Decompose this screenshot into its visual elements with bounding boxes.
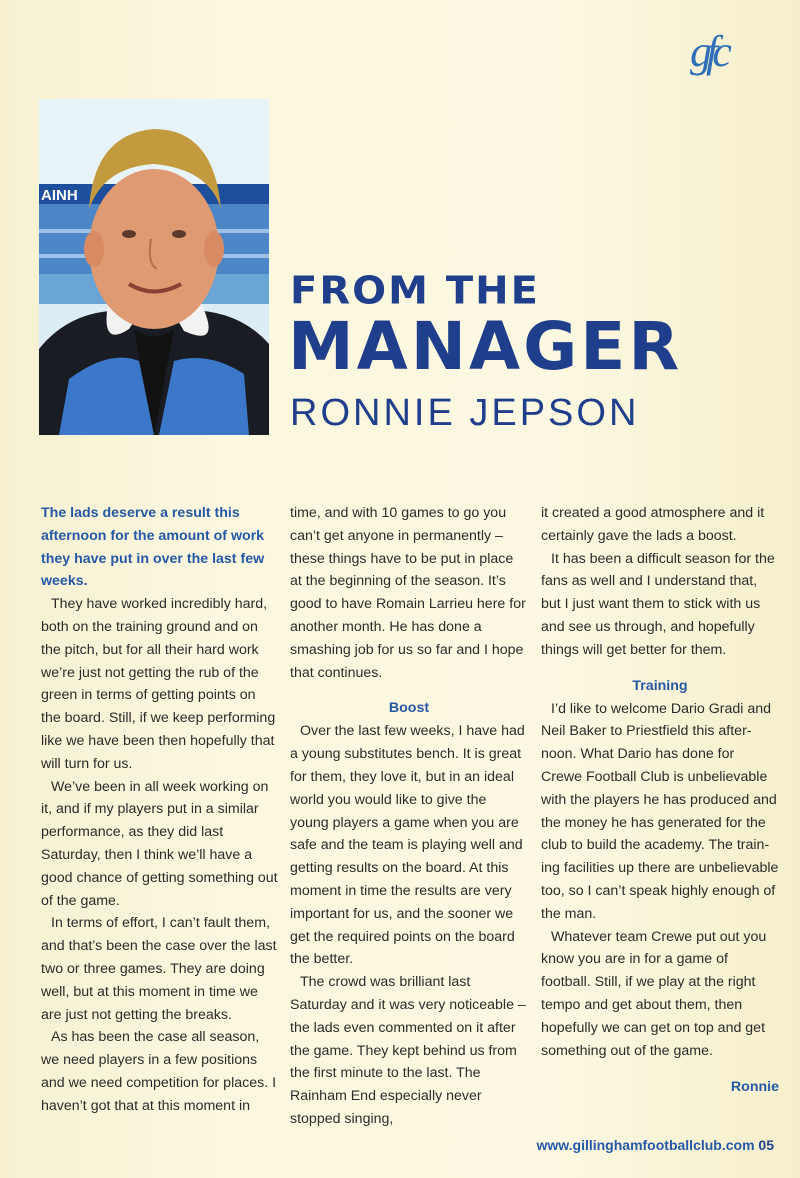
paragraph: Over the last few weeks, I have had a young substitutes bench. It is great for them, they love it, but in an ideal world you would like to give the young players a game when you are safe and the team is playing well and getting results on the board. At this moment in time the results are very important for us, and the sooner we get the required points on the board the better. [290,723,525,968]
footer-url[interactable]: www.gillinghamfootballclub.com [536,1137,755,1153]
stadium-sign: AINH [41,187,78,204]
paragraph: I’d like to welcome Dario Gradi and Neil Baker to Priestfield this afternoon. What Dario has done for Crewe Football Club is unbelievable with the players he has produced and the money he has generated for the club to build the academy. The training facilities up there are unbelievable too, so I can’t speak highly enough of the man. [541,700,779,922]
subhead-boost: Boost [388,700,430,717]
page-title-line2: MANAGER [288,308,683,385]
article-column-1 [41,502,279,1118]
club-logo: gfc [690,27,726,76]
paragraph: They have worked incredibly hard, both on the training ground and on the pitch, but for all their hard work we’re just not getting the rub of the green in terms of getting points on the board. Still, if we keep performing like we have been then hopefully that will turn for us. [41,596,276,772]
manager-portrait-icon [39,99,269,435]
subhead-training: Training [632,677,688,694]
paragraph: it created a good atmosphere and it certainly gave the lads a boost. [541,505,765,544]
article-column-2 [290,502,528,1131]
page-title-line1: FROM THE [290,269,540,313]
page-footer [536,1137,774,1153]
article-column-3 [541,502,779,1099]
paragraph: Whatever team Crewe put out you know you are in for a game of football. Still, if we play at the right tempo and get about them, then hopefully we can get on top and get something out of the game. [541,928,767,1059]
signoff: Ronnie [730,1079,779,1096]
paragraph: time, and with 10 games to go you can’t get anyone in permanently – these things have to be put in place at the beginning of the season. It’s good to have Romain Larrieu here for another month. He has done a smashing job for us so far and I hope that continues. [290,505,526,681]
page-number: 05 [758,1137,774,1153]
paragraph: The crowd was brilliant last Saturday and it was very noticeable – the lads even commented on it after the game. They kept behind us from the first minute to the last. The Rainham End especially never stopped singing, [290,974,526,1127]
manager-photo [39,99,269,435]
paragraph: We’ve been in all week working on it, and if my players put in a similar performance, as they did last Saturday, then I think we’ll have a good chance of getting something out of the game. [41,778,278,909]
paragraph: It has been a difficult season for the fans as well and I understand that, but I just want them to stick with us and see us through, and hopefully things will get better for them. [541,550,775,658]
lead-paragraph: The lads deserve a result this afternoon for the amount of work they have put in over the last few weeks. [41,505,265,590]
paragraph: In terms of effort, I can’t fault them, and that’s been the case over the last two or three games. They are doing well, but at this moment in time we are just not getting the breaks. [41,915,277,1023]
paragraph: As has been the case all season, we need players in a few positions and we need competition for places. I haven’t got that at this moment in [41,1029,277,1114]
byline: RONNIE JEPSON [290,392,640,434]
